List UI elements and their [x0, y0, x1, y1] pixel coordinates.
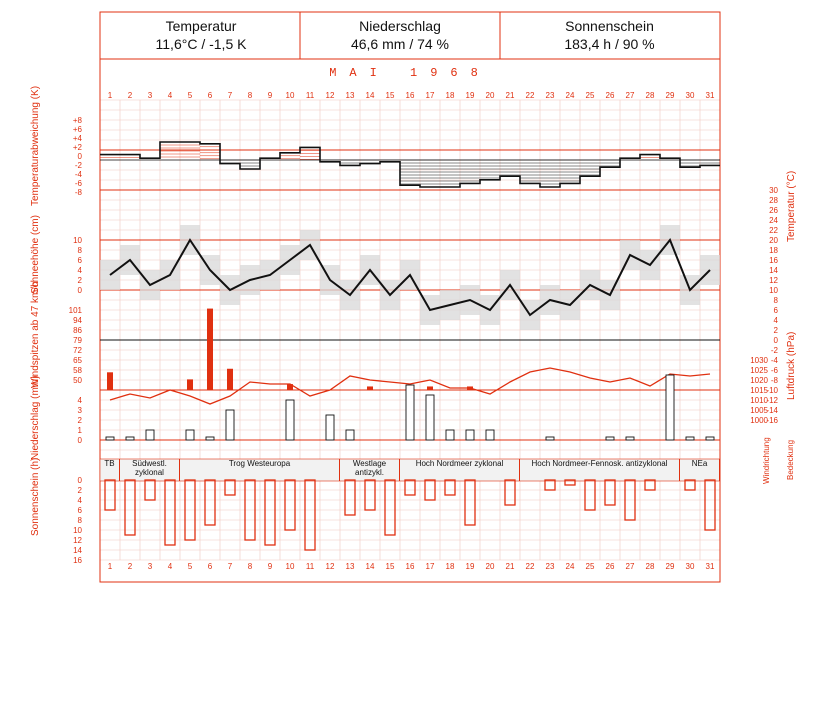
wind-bar: [427, 386, 433, 390]
precip-tick: 4: [77, 396, 82, 405]
header-sunshine: [500, 12, 719, 59]
temp-dev-tick: +4: [72, 134, 82, 143]
precip-bar: [466, 430, 474, 440]
sun-tick: 12: [73, 536, 82, 545]
temp-tick: 20: [769, 236, 778, 245]
temp-tick: 26: [769, 206, 778, 215]
header-sunshine-value: 183,4 h / 90 %: [564, 36, 655, 52]
day-tick-top: 28: [645, 91, 655, 100]
precip-bar: [226, 410, 234, 440]
pressure-tick: 1015: [750, 386, 768, 395]
sun-bar: [125, 480, 135, 535]
day-tick-bottom: 19: [465, 562, 475, 571]
label-temp-dev: Temperaturabweichung (K): [30, 85, 41, 206]
sun-bar: [645, 480, 655, 490]
temp-tick: 6: [773, 306, 778, 315]
day-tick-bottom: 5: [187, 562, 193, 571]
day-tick-bottom: 12: [325, 562, 335, 571]
label-wind: Windspitzen ab 47 km/h: [30, 281, 41, 388]
sun-bar: [685, 480, 695, 490]
day-tick-top: 22: [525, 91, 535, 100]
header-temperature-title: Temperatur: [165, 18, 237, 34]
temp-tick: 30: [769, 186, 778, 195]
temp-tick: 18: [769, 246, 778, 255]
precip-bar: [186, 430, 194, 440]
sun-bar: [505, 480, 515, 505]
snow-tick: 10: [73, 236, 82, 245]
sun-bar: [365, 480, 375, 510]
day-tick-top: 6: [207, 91, 213, 100]
precip-bar: [326, 415, 334, 440]
header-precipitation-value: 46,6 mm / 74 %: [350, 36, 450, 52]
day-tick-top: 9: [267, 91, 273, 100]
wind-tick: 79: [73, 336, 82, 345]
header-sunshine-title: Sonnenschein: [565, 18, 654, 34]
wind-tick: 86: [73, 326, 82, 335]
temp-tick: 12: [769, 276, 778, 285]
day-tick-bottom: 3: [147, 562, 153, 571]
precip-bar: [546, 437, 554, 440]
sun-tick: 16: [73, 556, 82, 565]
snow-tick: 0: [77, 286, 82, 295]
day-tick-top: 26: [605, 91, 615, 100]
sun-tick: 6: [77, 506, 82, 515]
day-tick-bottom: 17: [425, 562, 435, 571]
precip-bar: [486, 430, 494, 440]
sun-bar: [385, 480, 395, 535]
day-tick-bottom: 18: [445, 562, 455, 571]
day-tick-bottom: 15: [385, 562, 395, 571]
regime-label: TB: [100, 459, 120, 481]
day-tick-top: 20: [485, 91, 495, 100]
day-tick-bottom: 31: [705, 562, 715, 571]
day-tick-bottom: 27: [625, 562, 635, 571]
sun-tick: 0: [77, 476, 82, 485]
day-tick-top: 24: [565, 91, 575, 100]
temp-tick: 28: [769, 196, 778, 205]
temp-dev-tick: -4: [74, 170, 82, 179]
temp-dev-tick: -2: [74, 161, 82, 170]
temp-dev-tick: 0: [77, 152, 82, 161]
header-temperature-value: 11,6°C / -1,5 K: [155, 36, 247, 52]
precip-tick: 1: [77, 426, 82, 435]
sun-tick: 8: [77, 516, 82, 525]
wind-bar: [107, 372, 113, 390]
day-tick-bottom: 22: [525, 562, 535, 571]
pressure-tick: 1000: [750, 416, 768, 425]
temp-dev-tick: +8: [72, 116, 82, 125]
day-tick-top: 5: [187, 91, 193, 100]
day-tick-bottom: 20: [485, 562, 495, 571]
day-tick-top: 23: [545, 91, 555, 100]
pressure-tick: 1010: [750, 396, 768, 405]
temp-dev-tick: +2: [72, 143, 82, 152]
wind-tick: 58: [73, 366, 82, 375]
precip-bar: [666, 375, 674, 440]
day-tick-bottom: 4: [167, 562, 173, 571]
sun-bar: [705, 480, 715, 530]
temp-tick: -12: [766, 396, 778, 405]
day-tick-top: 8: [247, 91, 253, 100]
temp-tick: 16: [769, 256, 778, 265]
sun-bar: [205, 480, 215, 525]
temp-tick: 22: [769, 226, 778, 235]
temp-tick: 14: [769, 266, 778, 275]
sun-bar: [285, 480, 295, 530]
day-tick-bottom: 24: [565, 562, 575, 571]
wind-tick: 50: [73, 376, 82, 385]
day-tick-top: 11: [305, 91, 315, 100]
label-snow: Schneehöhe (cm): [30, 215, 41, 294]
precip-tick: 0: [77, 436, 82, 445]
temp-dev-tick: +6: [72, 125, 82, 134]
header-temperature: [102, 12, 300, 59]
temp-tick: 4: [773, 316, 778, 325]
precip-bar: [606, 437, 614, 440]
precip-bar: [426, 395, 434, 440]
day-tick-bottom: 29: [665, 562, 675, 571]
day-tick-top: 7: [227, 91, 233, 100]
temp-tick: -10: [766, 386, 778, 395]
sun-tick: 4: [77, 496, 82, 505]
wind-tick: 65: [73, 356, 82, 365]
wind-tick: 72: [73, 346, 82, 355]
sun-tick: 10: [73, 526, 82, 535]
temp-tick: -8: [770, 376, 778, 385]
temp-tick: -14: [766, 406, 778, 415]
precip-bar: [286, 400, 294, 440]
temp-tick: 8: [773, 296, 778, 305]
day-tick-bottom: 8: [247, 562, 253, 571]
wind-bar: [227, 369, 233, 390]
day-tick-bottom: 11: [305, 562, 315, 571]
wind-bar: [367, 386, 373, 390]
day-tick-top: 25: [585, 91, 595, 100]
day-tick-bottom: 13: [345, 562, 355, 571]
temp-tick: -6: [770, 366, 778, 375]
day-tick-bottom: 6: [207, 562, 213, 571]
day-tick-top: 18: [445, 91, 455, 100]
label-precip: Niederschlag (mm): [30, 375, 41, 460]
day-tick-top: 19: [465, 91, 475, 100]
day-tick-bottom: 7: [227, 562, 233, 571]
day-tick-top: 13: [345, 91, 355, 100]
snow-tick: 4: [77, 266, 82, 275]
label-wind-dir: Windrichtung: [762, 437, 771, 484]
regime-label: Hoch Nordmeer-Fennosk. antizyklonal: [520, 459, 680, 481]
regime-label: NEa: [680, 459, 720, 481]
precip-bar: [106, 437, 114, 440]
regime-label: Hoch Nordmeer zyklonal: [400, 459, 520, 481]
sun-bar: [405, 480, 415, 495]
precip-bar: [346, 430, 354, 440]
label-pressure: Luftdruck (hPa): [786, 331, 797, 400]
day-tick-bottom: 26: [605, 562, 615, 571]
temp-dev-tick: -8: [74, 188, 82, 197]
precip-bar: [406, 385, 414, 440]
day-tick-bottom: 1: [107, 562, 113, 571]
wind-tick: 94: [73, 316, 82, 325]
regime-label: Westlage antizykl.: [340, 459, 400, 481]
day-tick-top: 4: [167, 91, 173, 100]
sun-bar: [225, 480, 235, 495]
day-tick-bottom: 23: [545, 562, 555, 571]
pressure-tick: 1005: [750, 406, 768, 415]
day-tick-top: 17: [425, 91, 435, 100]
wind-bar: [207, 309, 213, 390]
precip-bar: [706, 437, 714, 440]
day-tick-top: 2: [127, 91, 133, 100]
temp-tick: -2: [770, 346, 778, 355]
temp-dev-tick: -6: [74, 179, 82, 188]
header-precipitation: [301, 12, 499, 59]
sun-bar: [465, 480, 475, 525]
snow-tick: 6: [77, 256, 82, 265]
header-precipitation-title: Niederschlag: [359, 18, 441, 34]
day-tick-bottom: 9: [267, 562, 273, 571]
precip-tick: 3: [77, 406, 82, 415]
temp-tick: -16: [766, 416, 778, 425]
wind-bar: [187, 379, 193, 390]
sun-bar: [545, 480, 555, 490]
sun-bar: [445, 480, 455, 495]
chart-marks: [100, 142, 720, 550]
day-tick-bottom: 28: [645, 562, 655, 571]
day-tick-top: 12: [325, 91, 335, 100]
sun-tick: 2: [77, 486, 82, 495]
day-tick-bottom: 30: [685, 562, 695, 571]
day-tick-top: 10: [285, 91, 295, 100]
day-tick-top: 31: [705, 91, 715, 100]
label-temp: Temperatur (°C): [786, 170, 797, 242]
snow-tick: 8: [77, 246, 82, 255]
day-tick-bottom: 10: [285, 562, 295, 571]
regime-label: Südwestl. zyklonal: [120, 459, 180, 481]
day-tick-top: 27: [625, 91, 635, 100]
temp-tick: -4: [770, 356, 778, 365]
sun-bar: [105, 480, 115, 510]
day-tick-top: 29: [665, 91, 675, 100]
day-tick-top: 15: [385, 91, 395, 100]
precip-bar: [146, 430, 154, 440]
day-tick-bottom: 2: [127, 562, 133, 571]
sun-bar: [585, 480, 595, 510]
day-tick-bottom: 16: [405, 562, 415, 571]
day-tick-top: 1: [107, 91, 113, 100]
precip-bar: [206, 437, 214, 440]
pressure-tick: 1020: [750, 376, 768, 385]
label-cloud: Bedeckung: [786, 439, 795, 480]
day-tick-bottom: 25: [585, 562, 595, 571]
precip-bar: [446, 430, 454, 440]
day-tick-top: 16: [405, 91, 415, 100]
day-tick-top: 3: [147, 91, 153, 100]
precip-tick: 2: [77, 416, 82, 425]
pressure-tick: 1025: [750, 366, 768, 375]
day-tick-top: 30: [685, 91, 695, 100]
sun-tick: 14: [73, 546, 82, 555]
wind-tick: 101: [68, 306, 82, 315]
precip-bar: [126, 437, 134, 440]
pressure-tick: 1030: [750, 356, 768, 365]
day-tick-top: 14: [365, 91, 375, 100]
label-sun: Sonnenschein (h): [30, 457, 41, 536]
day-tick-top: 21: [505, 91, 515, 100]
sun-bar: [305, 480, 315, 550]
precip-bar: [686, 437, 694, 440]
month-title: MAI 1968: [329, 66, 491, 80]
temp-tick: 2: [773, 326, 778, 335]
regime-label: Trog Westeuropa: [180, 459, 340, 481]
precip-bar: [626, 437, 634, 440]
day-tick-bottom: 14: [365, 562, 375, 571]
day-tick-bottom: 21: [505, 562, 515, 571]
temp-tick: 0: [773, 336, 778, 345]
snow-tick: 2: [77, 276, 82, 285]
sun-bar: [605, 480, 615, 505]
temp-tick: 24: [769, 216, 778, 225]
temp-tick: 10: [769, 286, 778, 295]
